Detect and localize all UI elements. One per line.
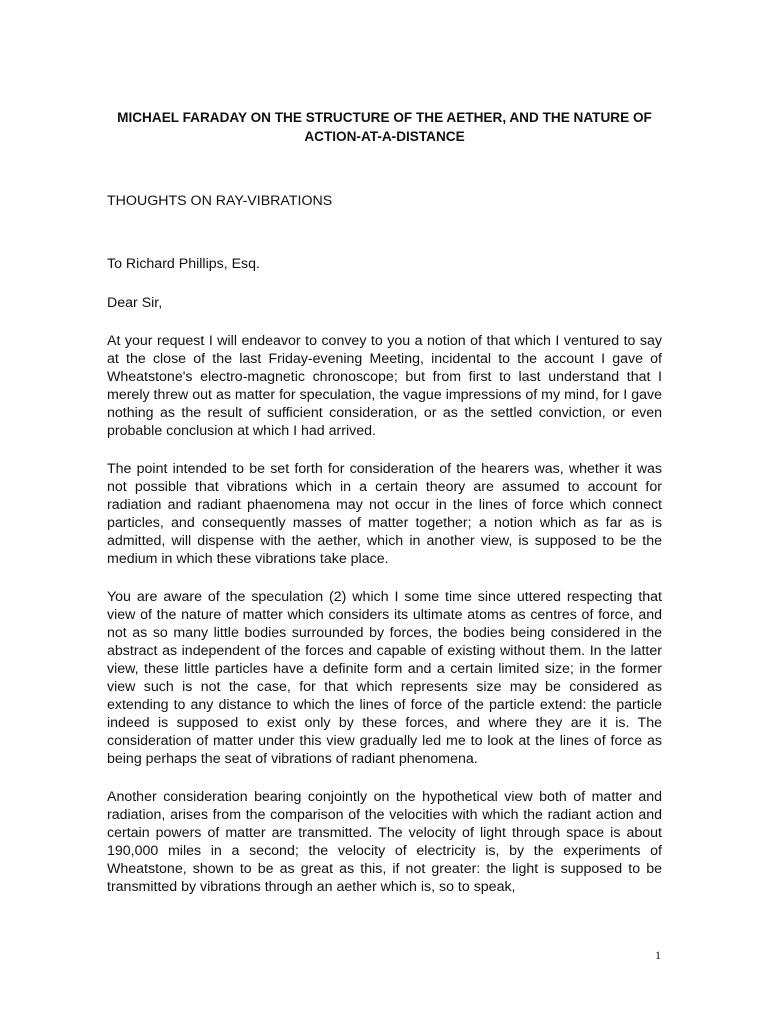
recipient-line: To Richard Phillips, Esq. bbox=[107, 256, 260, 272]
paragraph: At your request I will endeavor to convey to you a notion of that which I ventured to say at the close of the last Friday-evening Meeting, incidental to the account I gave of Wheatstone's electro-magnetic chronoscope; but from first to last understand that I merely threw out as matter for speculation, the vague impressions of my mind, for I gave nothing as the result of sufficient consideration, or as the settled conviction, or even probable conclusion at which I had arrived. bbox=[107, 333, 662, 439]
paragraph: You are aware of the speculation (2) which I some time since uttered respecting that view of the nature of matter which considers its ultimate atoms as centres of force, and not as so many little bodies surrounded by forces, the bodies being considered in the abstract as independent of the forces and capable of existing without them. In the latter view, these little particles have a definite form and a certain limited size; in the former view such is not the case, for that which represents size may be considered as extending to any distance to which the lines of force of the particle extend: the particle indeed is supposed to exist only by these forces, and where they are it is. The consideration of matter under this view gradually led me to look at the lines of force as being perhaps the seat of vibrations of radiant phenomena. bbox=[107, 589, 662, 767]
document-body bbox=[107, 108, 662, 896]
page-title: MICHAEL FARADAY ON THE STRUCTURE OF THE AETHER, AND THE NATURE OF ACTION-AT-A-DISTANCE bbox=[117, 110, 652, 144]
salutation: Dear Sir, bbox=[107, 295, 163, 311]
paragraph: The point intended to be set forth for consideration of the hearers was, whether it was not possible that vibrations which in a certain theory are assumed to account for radiation and radiant phaenomena may not occur in the lines of force which connect particles, and consequently masses of matter together; a notion which as far as is admitted, will dispense with the aether, which in another view, is supposed to be the medium in which these vibrations take place. bbox=[107, 461, 662, 567]
page-number: 1 bbox=[655, 948, 661, 962]
section-heading: THOUGHTS ON RAY-VIBRATIONS bbox=[107, 193, 333, 209]
paragraph: Another consideration bearing conjointly on the hypothetical view both of matter and radiation, arises from the comparison of the velocities with which the radiant action and certain powers of matter are transmitted. The velocity of light through space is about 190,000 miles in a second; the velocity of electricity is, by the experiments of Wheatstone, shown to be as great as this, if not greater: the light is supposed to be transmitted by vibrations through an aether which is, so to speak, bbox=[107, 789, 662, 895]
